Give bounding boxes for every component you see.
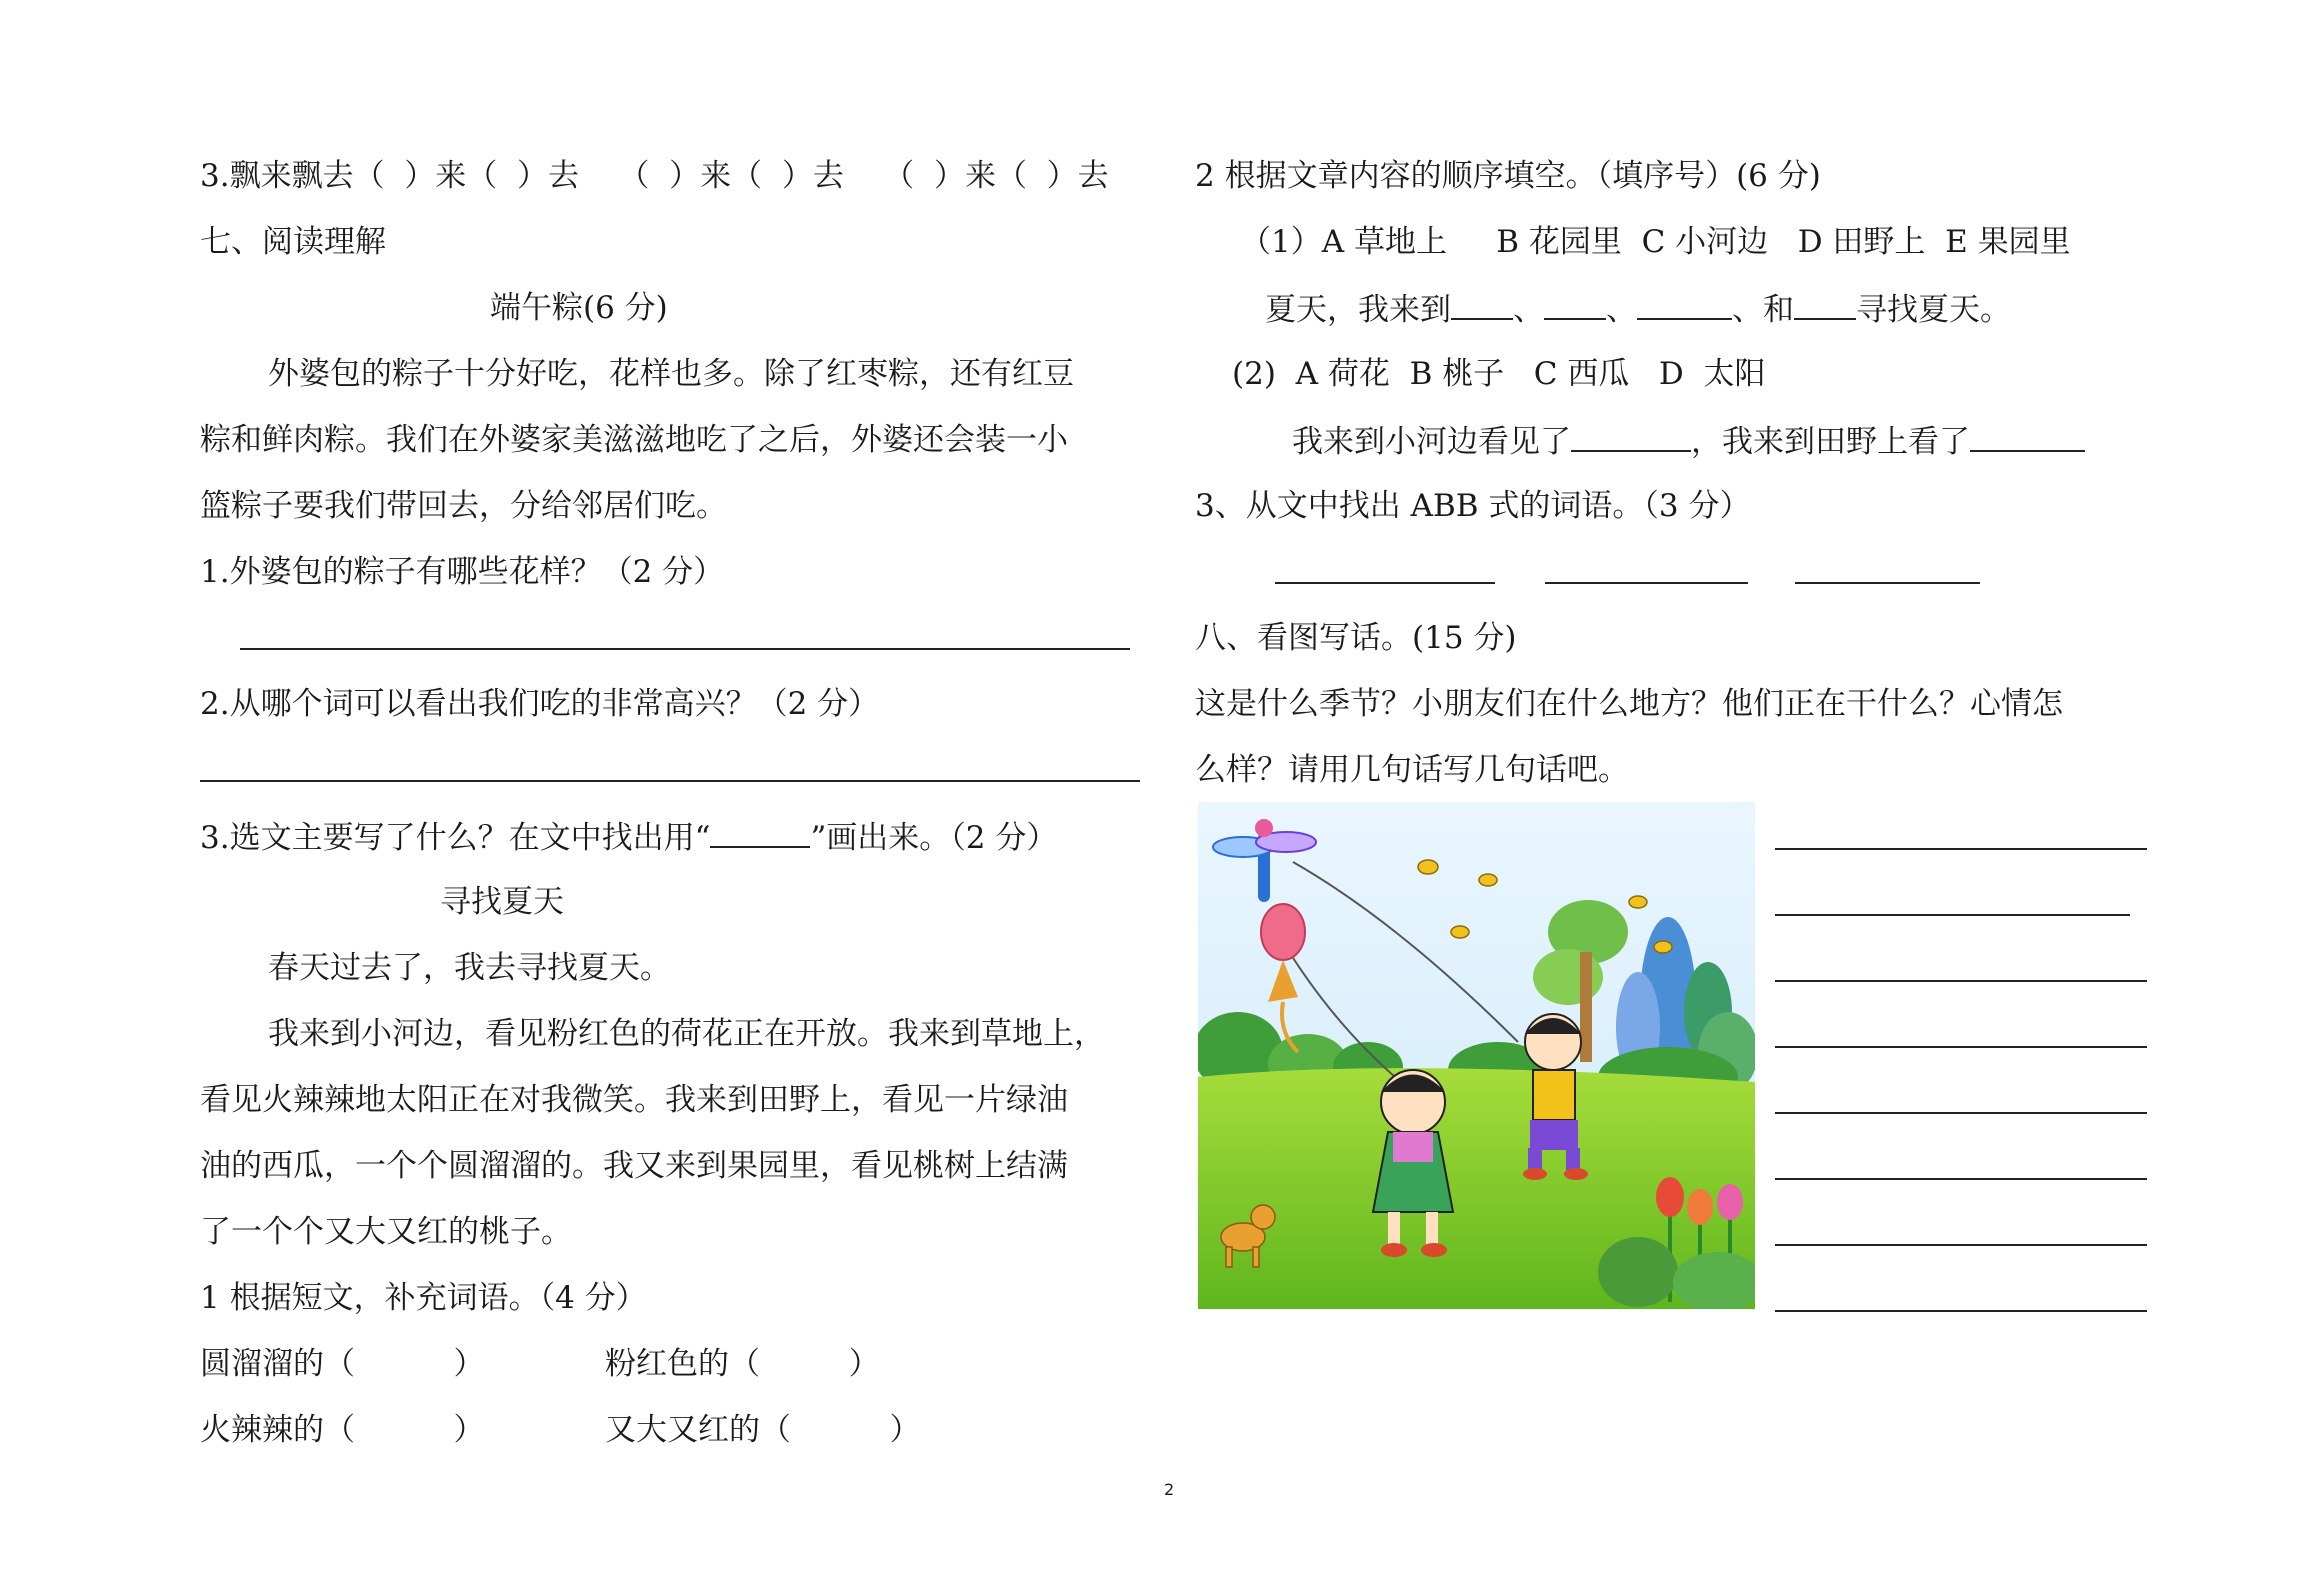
summer-passage-line-1: 春天过去了，我去寻找夏天。 — [268, 950, 671, 986]
passage-line-1: 外婆包的粽子十分好吃，花样也多。除了红枣粽，还有红豆 — [268, 356, 1074, 392]
kite-flying-illustration — [1198, 802, 1755, 1309]
section-seven-heading: 七、阅读理解 — [200, 224, 386, 260]
summer-question-1: 1 根据短文，补充词语。（4 分） — [200, 1280, 647, 1316]
abb-answer-line-3[interactable] — [1795, 582, 1980, 584]
fill-pink-blank[interactable]: 粉红色的（ ） — [605, 1346, 880, 1382]
summer-passage-line-3: 看见火辣辣地太阳正在对我微笑。我来到田野上，看见一片绿油 — [200, 1082, 1068, 1118]
answer-line-q1[interactable] — [240, 648, 1130, 650]
things-fill-sentence: 我来到小河边看见了 ，我来到田野上看了 — [1292, 420, 2085, 462]
idiom-question-3: 3.飘来飘去（ ）来（ ）去 （ ）来（ ）去 （ ）来（ ）去 — [200, 158, 1109, 194]
summer-passage-line-5: 了一个个又大又红的桃子。 — [200, 1214, 572, 1250]
options-places: （1）A 草地上 B 花园里 C 小河边 D 田野上 E 果园里 — [1240, 224, 2071, 260]
blank-river-saw[interactable] — [1571, 420, 1691, 452]
fill-round-blank[interactable]: 圆溜溜的（ ） — [200, 1346, 485, 1382]
picture-prompt-line-1: 这是什么季节？小朋友们在什么地方？他们正在干什么？心情怎 — [1195, 686, 2063, 722]
summer-question-3: 3、从文中找出 ABB 式的词语。（3 分） — [1195, 488, 1751, 524]
blank-place-1[interactable] — [1451, 288, 1513, 320]
question-1-varieties: 1.外婆包的粽子有哪些花样？（2 分） — [200, 554, 725, 590]
writing-line-8[interactable] — [1775, 1310, 2147, 1312]
passage-title-zongzi: 端午粽(6 分) — [490, 290, 668, 326]
writing-line-7[interactable] — [1775, 1244, 2147, 1246]
answer-line-q2[interactable] — [200, 780, 1140, 782]
writing-line-4[interactable] — [1775, 1046, 2147, 1048]
underline-mark-sample — [710, 816, 810, 848]
summer-passage-line-4: 油的西瓜，一个个圆溜溜的。我又来到果园里，看见桃树上结满 — [200, 1148, 1068, 1184]
places-fill-sentence: 夏天，我来到 、 、 、和 寻找夏天。 — [1265, 288, 2011, 330]
writing-line-3[interactable] — [1775, 980, 2147, 982]
abb-answer-line-2[interactable] — [1545, 582, 1748, 584]
fill-big-red-blank[interactable]: 又大又红的（ ） — [605, 1412, 921, 1448]
writing-line-1[interactable] — [1775, 848, 2147, 850]
page-number: 2 — [1164, 1480, 1175, 1499]
blank-place-2[interactable] — [1544, 288, 1606, 320]
picture-prompt-line-2: 么样？请用几句话写几句话吧。 — [1195, 752, 1629, 788]
section-eight-heading: 八、看图写话。(15 分) — [1195, 620, 1517, 656]
passage-title-summer: 寻找夏天 — [440, 884, 564, 920]
abb-answer-line-1[interactable] — [1275, 582, 1495, 584]
writing-line-5[interactable] — [1775, 1112, 2147, 1114]
question-2-happy-word: 2.从哪个词可以看出我们吃的非常高兴？（2 分） — [200, 686, 880, 722]
summer-passage-line-2: 我来到小河边，看见粉红色的荷花正在开放。我来到草地上， — [268, 1016, 1105, 1052]
blank-place-3[interactable] — [1637, 288, 1732, 320]
blank-place-4[interactable] — [1794, 288, 1856, 320]
writing-line-6[interactable] — [1775, 1178, 2147, 1180]
options-things: (2) A 荷花 B 桃子 C 西瓜 D 太阳 — [1232, 356, 1766, 392]
fill-spicy-blank[interactable]: 火辣辣的（ ） — [200, 1412, 485, 1448]
question-3-main-idea: 3.选文主要写了什么？在文中找出用“ ”画出来。（2 分） — [200, 816, 1057, 858]
blank-field-saw[interactable] — [1970, 420, 2085, 452]
passage-line-2: 粽和鲜肉粽。我们在外婆家美滋滋地吃了之后，外婆还会装一小 — [200, 422, 1068, 458]
writing-line-2[interactable] — [1775, 914, 2130, 916]
summer-question-2: 2 根据文章内容的顺序填空。（填序号）(6 分) — [1195, 158, 1821, 194]
passage-line-3: 篮粽子要我们带回去，分给邻居们吃。 — [200, 488, 727, 524]
